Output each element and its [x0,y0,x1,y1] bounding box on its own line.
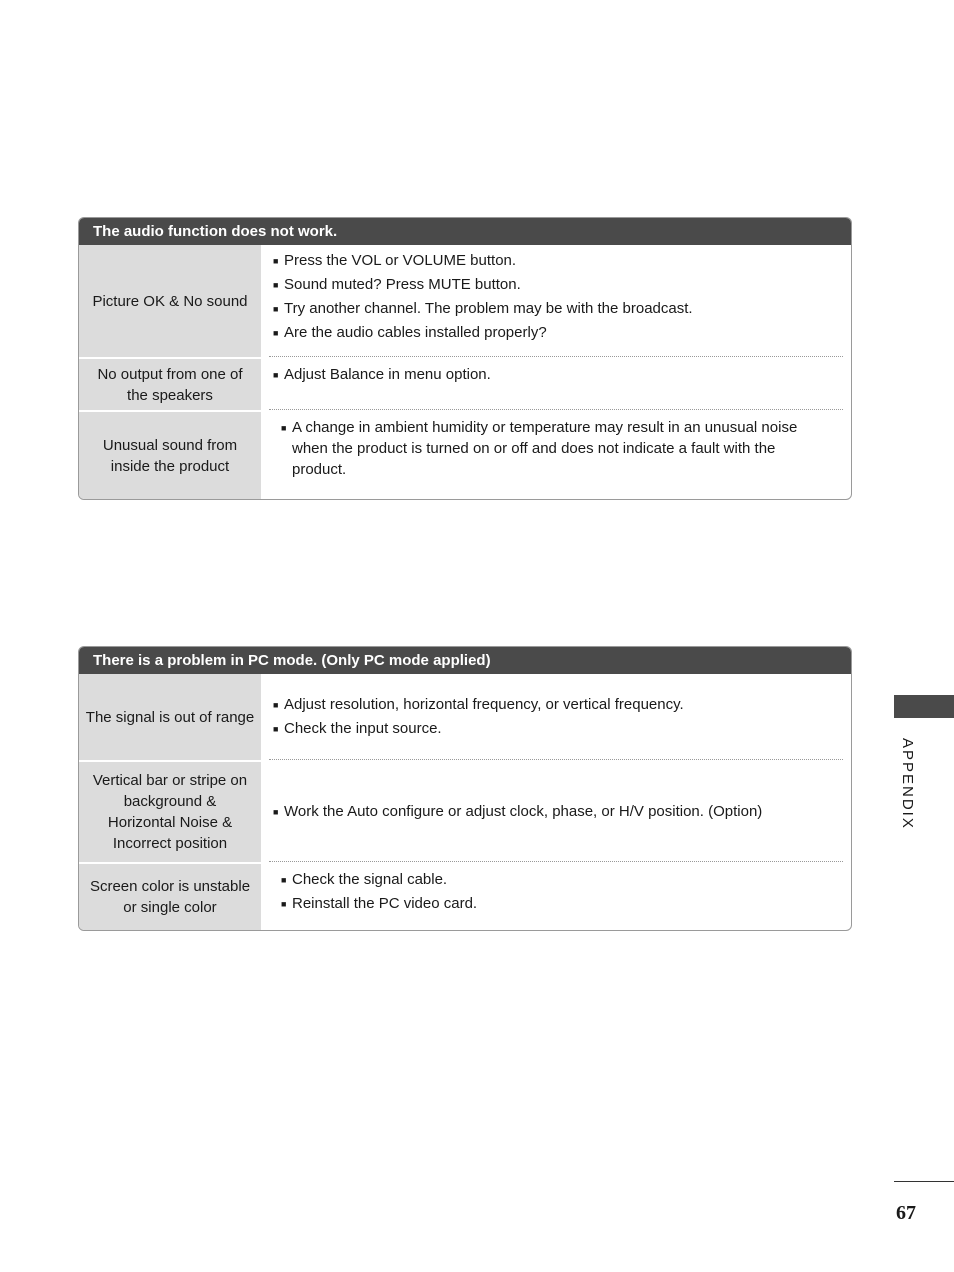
list-item: ■ Press the VOL or VOLUME button. [273,249,843,273]
table-row [79,864,851,930]
page-number: 67 [896,1202,916,1224]
table-title: The audio function does not work. [79,218,851,245]
square-bullet-icon: ■ [273,328,279,338]
square-bullet-icon: ■ [281,423,287,433]
row-label: Unusual sound from inside the product [79,412,261,499]
table-title: There is a problem in PC mode. (Only PC mode applied) [79,647,851,674]
row-label: The signal is out of range [79,674,261,760]
square-bullet-icon: ■ [273,806,279,817]
row-body [269,412,851,499]
section-label: APPENDIX [899,738,916,830]
row-label: Picture OK & No sound [79,245,261,357]
audio-troubleshooting-table [78,217,852,500]
list-item: ■ Reinstall the PC video card. [281,892,851,916]
list-item: ■ Adjust Balance in menu option. [273,363,843,387]
list-item: ■ A change in ambient humidity or temperature may result in an unusual noise when the product is turned on or off and does not indicate a fault with the product. [281,416,851,480]
row-label: Screen color is unstable or single color [79,864,261,930]
row-body [269,359,843,410]
section-tab-marker [894,695,954,718]
list-item: ■ Sound muted? Press MUTE button. [273,273,843,297]
list-item: ■ Adjust resolution, horizontal frequency, or vertical frequency. [273,693,843,717]
list-item: ■ Check the signal cable. [281,868,851,892]
row-body [269,864,851,930]
row-label: Vertical bar or stripe on background & Horizontal Noise & Incorrect position [79,762,261,862]
pc-mode-troubleshooting-table [78,646,852,931]
table-row [79,245,851,357]
square-bullet-icon: ■ [273,256,279,266]
square-bullet-icon: ■ [273,280,279,290]
table-row [79,674,851,760]
square-bullet-icon: ■ [273,304,279,314]
list-item: ■ Work the Auto configure or adjust clock, phase, or H/V position. (Option) [273,800,843,824]
square-bullet-icon: ■ [281,875,287,885]
table-row [79,412,851,499]
square-bullet-icon: ■ [273,699,279,710]
footer-divider [894,1181,954,1182]
list-item: ■ Check the input source. [273,717,843,741]
list-item: ■ Are the audio cables installed properly? [273,321,843,345]
table-row [79,359,851,410]
square-bullet-icon: ■ [281,899,287,909]
list-item: ■ Try another channel. The problem may be with the broadcast. [273,297,843,321]
square-bullet-icon: ■ [273,723,279,734]
square-bullet-icon: ■ [273,370,279,380]
row-body [269,245,843,357]
row-body [269,674,843,760]
row-body [269,762,843,862]
row-label: No output from one of the speakers [79,359,261,410]
table-row [79,762,851,862]
